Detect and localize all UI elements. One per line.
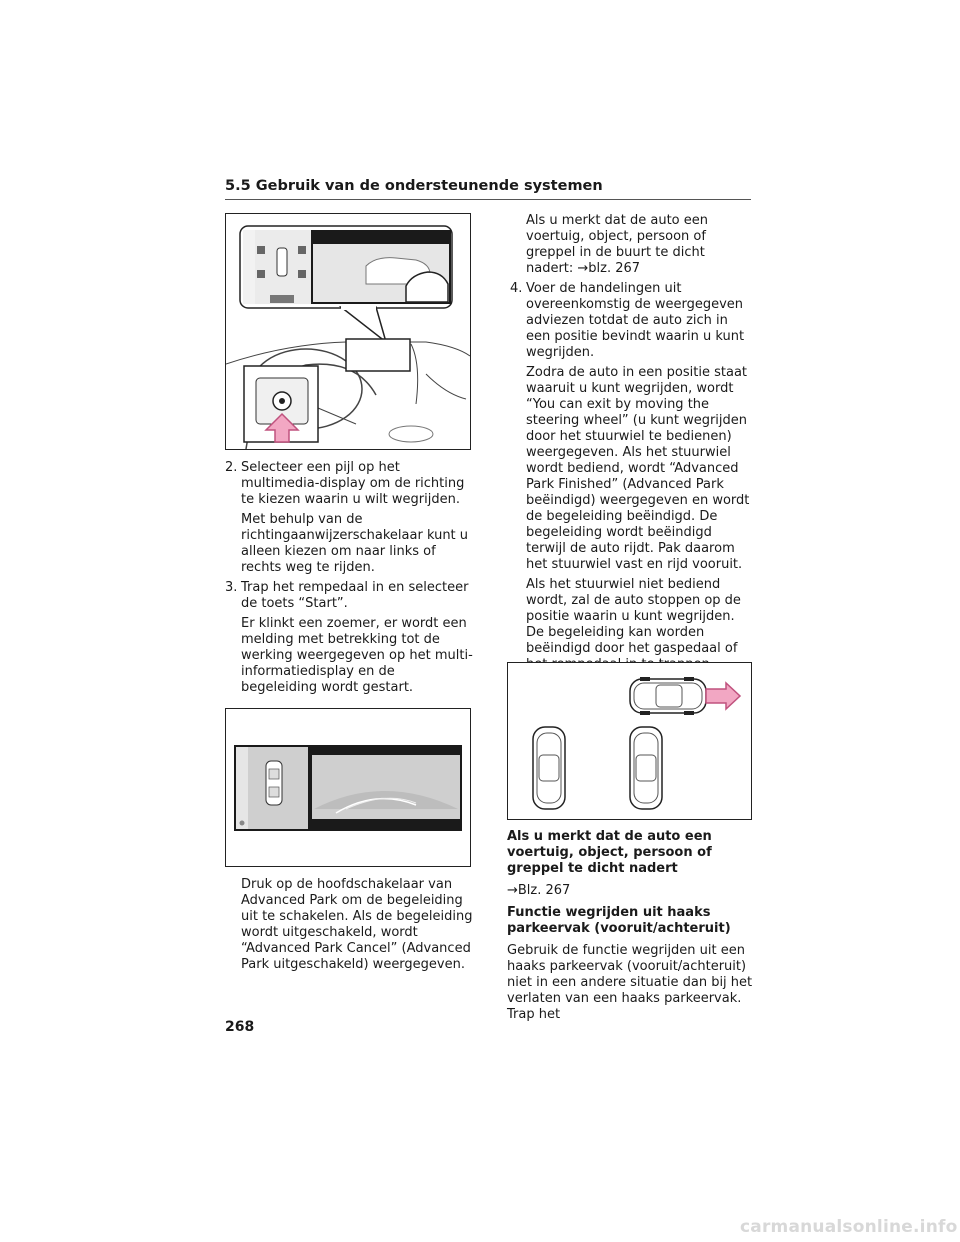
exiting-car <box>630 677 706 715</box>
step-3-text: Trap het rempedaal in en selecteer de toets “Start”. <box>241 580 469 611</box>
parked-car-left <box>533 727 565 809</box>
right-column-lower <box>507 829 753 1029</box>
warning-heading: Als u merkt dat de auto een voertuig, object, persoon of greppel te dicht nadert <box>507 829 712 876</box>
step-2-text: Selecteer een pijl op het multimedia-display om de richting te kiezen waarin u wilt wegrijden. <box>241 460 465 507</box>
function-text: Gebruik de functie wegrijden uit een haaks parkeervak (vooruit/achteruit) niet in een andere situatie dan bij het verlaten van een haaks parkeervak. Trap het <box>507 943 753 1022</box>
step-4-text: Voer de handelingen uit overeenkomstig de weergegeven adviezen totdat de auto zich in een positie bevindt waarin u kunt wegrijden. <box>526 281 745 360</box>
step-4-note-2: Als het stuurwiel niet bediend wordt, zal de auto stoppen op de positie waarin u kunt wegrijden. De begeleiding kan worden beëindigd door het gaspedaal of <box>526 577 741 656</box>
parking-illustration <box>507 662 752 820</box>
step-4-note-1: Zodra de auto in een positie staat waaruit u kunt wegrijden, wordt “You can exit by moving the steering wheel” (u kunt wegrijden door het stuurwiel te bedienen) weergegeven. Als het stuurwiel wordt bediend, wordt “Advanced Park Finished” (Advanced Park beëindigd) weergegeven en wordt de begeleiding beëindigd. De begeleiding wordt beëindigd terwijl de auto rijdt. Pak daarom het stuurwiel vast en rijd vooruit. <box>526 365 750 572</box>
left-column <box>225 460 473 700</box>
step-2-note: Met behulp van de richtingaanwijzerschakelaar kunt u alleen kiezen om naar links of rechts weg te rijden. <box>241 512 469 575</box>
right-column <box>510 213 754 677</box>
step-3-number: 3. <box>225 580 238 595</box>
watermark: carmanualsonline.info <box>740 1217 958 1237</box>
dashboard-illustration <box>225 213 471 450</box>
display-illustration <box>225 708 471 867</box>
intro-note: Als u merkt dat de auto een voertuig, object, persoon of greppel in de buurt te dicht nadert: →blz. 267 <box>526 213 708 276</box>
header-divider <box>225 199 751 200</box>
cancel-note: Druk op de hoofdschakelaar van Advanced Park om de begeleiding uit te schakelen. Als de begeleiding wordt uitgeschakeld, wordt “Advanced Park Cancel” (Advanced Park uitgeschakeld) weergegeven. <box>241 877 473 972</box>
page-number: 268 <box>225 1019 255 1035</box>
step-2-number: 2. <box>225 460 238 475</box>
parked-car-right <box>630 727 662 809</box>
section-header: 5.5 Gebruik van de ondersteunende systemen <box>225 178 603 194</box>
step-2 <box>225 460 473 508</box>
warning-reference: →Blz. 267 <box>507 883 571 898</box>
function-heading: Functie wegrijden uit haaks parkeervak (vooruit/achteruit) <box>507 905 731 936</box>
cancel-note-block <box>225 877 473 977</box>
step-3 <box>225 580 473 612</box>
step-3-note: Er klinkt een zoemer, er wordt een melding met betrekking tot de werking weergegeven op het multi-informatiedisplay en de begeleiding wordt gestart. <box>241 616 473 695</box>
step-4 <box>510 281 754 361</box>
step-4-number: 4. <box>510 281 523 296</box>
